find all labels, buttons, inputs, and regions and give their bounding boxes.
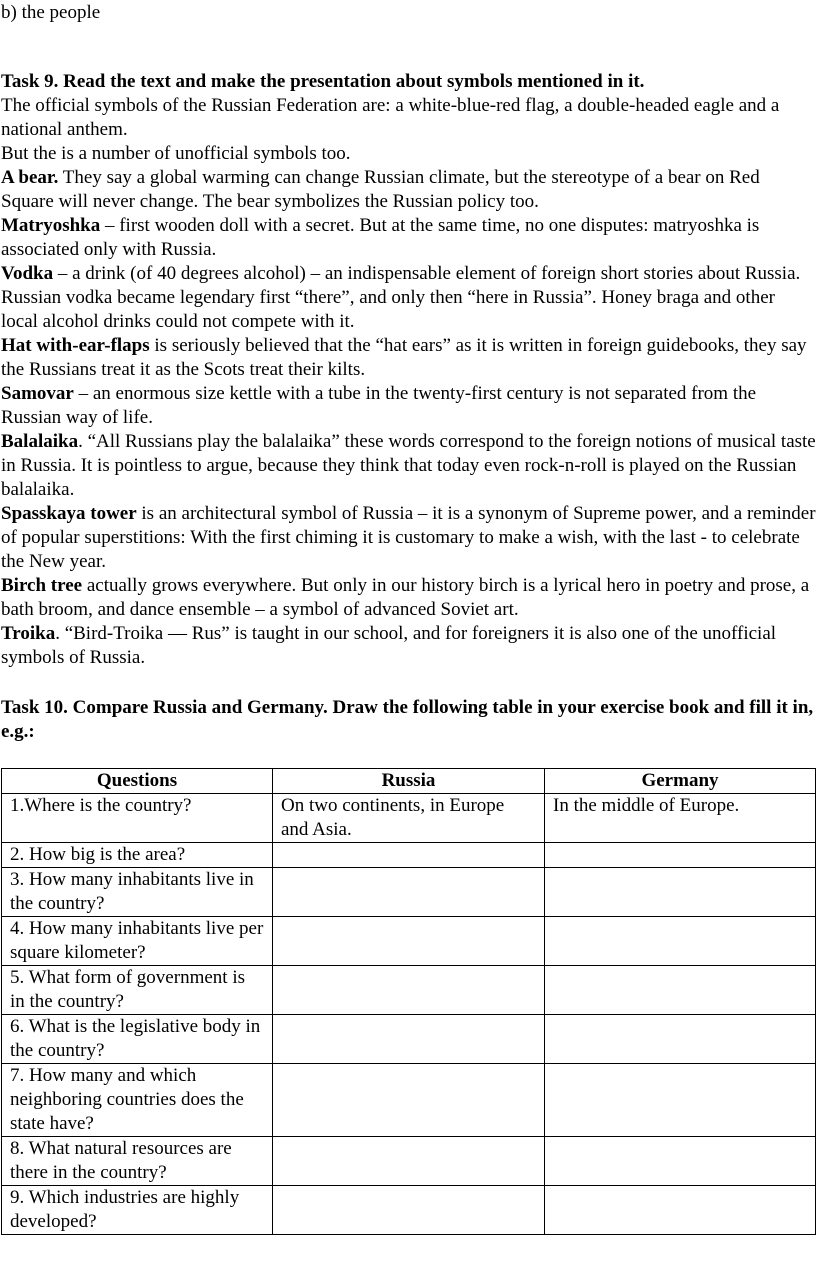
symbol-matryoshka bbox=[1, 214, 816, 262]
symbol-text: is an architectural symbol of Russia – it is a synonym of Supreme power, and a reminder of popular superstitions: With the first chiming it is customary to make a wish, with the last - to celebrate the New year. bbox=[1, 503, 816, 572]
symbol-text: . “Bird-Troika — Rus” is taught in our school, and for foreigners it is also one of the unofficial symbols of Russia. bbox=[1, 623, 777, 668]
russia-cell bbox=[273, 1015, 545, 1064]
symbol-term: A bear. bbox=[1, 167, 59, 188]
symbol-term: Vodka bbox=[1, 263, 54, 284]
symbol-text: is seriously believed that the “hat ears” as it is written in foreign guidebooks, they say the Russians treat it as the Scots treat their kilts. bbox=[1, 335, 807, 380]
symbol-text: actually grows everywhere. But only in our history birch is a lyrical hero in poetry and prose, a bath broom, and dance ensemble – a symbol of advanced Soviet art. bbox=[1, 575, 810, 620]
symbol-term: Samovar bbox=[1, 383, 74, 404]
symbol-bear bbox=[1, 166, 816, 214]
symbol-balalaika bbox=[1, 430, 816, 502]
russia-cell bbox=[273, 1186, 545, 1235]
russia-cell bbox=[273, 1064, 545, 1137]
symbol-term: Matryoshka bbox=[1, 215, 101, 236]
table-header-row bbox=[2, 769, 816, 794]
question-cell: 4. How many inhabitants live per square kilometer? bbox=[2, 917, 273, 966]
header-questions: Questions bbox=[2, 769, 273, 794]
symbol-term: Spasskaya tower bbox=[1, 503, 137, 524]
russia-cell bbox=[273, 843, 545, 868]
symbol-term: Hat with-ear-flaps bbox=[1, 335, 150, 356]
table-row bbox=[2, 1015, 816, 1064]
germany-cell bbox=[545, 1015, 816, 1064]
symbol-text: They say a global warming can change Russian climate, but the stereotype of a bear on Red Square will never change. The bear symbolizes the Russian policy too. bbox=[1, 167, 760, 212]
answer-option-b: b) the people bbox=[1, 2, 101, 23]
germany-cell bbox=[545, 843, 816, 868]
question-cell: 9. Which industries are highly developed? bbox=[2, 1186, 273, 1235]
task9-heading: Task 9. Read the text and make the presentation about symbols mentioned in it. bbox=[1, 71, 645, 92]
question-cell: 7. How many and which neighboring countries does the state have? bbox=[2, 1064, 273, 1137]
question-cell: 2. How big is the area? bbox=[2, 843, 273, 868]
question-cell: 1.Where is the country? bbox=[2, 794, 273, 843]
task9-intro-unofficial: But the is a number of unofficial symbols too. bbox=[1, 143, 351, 164]
symbol-term: Troika bbox=[1, 623, 56, 644]
symbol-text: – a drink (of 40 degrees alcohol) – an indispensable element of foreign short stories about Russia. Russian vodka became legendary first “there”, and only then “here in Russia”. Honey braga and other local alcohol drinks could not compete with it. bbox=[1, 263, 801, 332]
task9-section bbox=[1, 70, 816, 670]
task10-heading: Task 10. Compare Russia and Germany. Draw the following table in your exercise book and fill it in, e.g.: bbox=[1, 697, 814, 742]
symbol-hat bbox=[1, 334, 816, 382]
symbol-birch-tree bbox=[1, 574, 816, 622]
symbol-text: – first wooden doll with a secret. But at the same time, no one disputes: matryoshka is associated only with Russia. bbox=[1, 215, 760, 260]
question-cell: 3. How many inhabitants live in the country? bbox=[2, 868, 273, 917]
header-germany: Germany bbox=[545, 769, 816, 794]
question-cell: 6. What is the legislative body in the country? bbox=[2, 1015, 273, 1064]
symbol-spasskaya-tower bbox=[1, 502, 816, 574]
question-cell: 5. What form of government is in the country? bbox=[2, 966, 273, 1015]
symbol-term: Balalaika bbox=[1, 431, 79, 452]
germany-cell: In the middle of Europe. bbox=[545, 794, 816, 843]
table-row bbox=[2, 843, 816, 868]
symbol-text: . “All Russians play the balalaika” these words correspond to the foreign notions of musical taste in Russia. It is pointless to argue, because they think that today even rock-n-roll is played on the Russian balalaika. bbox=[1, 431, 816, 500]
comparison-table bbox=[1, 768, 816, 1235]
germany-cell bbox=[545, 1064, 816, 1137]
symbol-term: Birch tree bbox=[1, 575, 83, 596]
question-cell: 8. What natural resources are there in the country? bbox=[2, 1137, 273, 1186]
table-row bbox=[2, 794, 816, 843]
symbol-samovar bbox=[1, 382, 816, 430]
header-russia: Russia bbox=[273, 769, 545, 794]
table-row bbox=[2, 917, 816, 966]
russia-cell bbox=[273, 966, 545, 1015]
table-row bbox=[2, 1186, 816, 1235]
table-row bbox=[2, 1137, 816, 1186]
germany-cell bbox=[545, 966, 816, 1015]
germany-cell bbox=[545, 1137, 816, 1186]
russia-cell: On two continents, in Europe and Asia. bbox=[273, 794, 545, 843]
table-row bbox=[2, 966, 816, 1015]
symbol-text: – an enormous size kettle with a tube in the twenty-first century is not separated from the Russian way of life. bbox=[1, 383, 757, 428]
symbol-troika bbox=[1, 622, 816, 670]
russia-cell bbox=[273, 868, 545, 917]
task9-intro-official: The official symbols of the Russian Federation are: a white-blue-red flag, a double-headed eagle and a national anthem. bbox=[1, 95, 780, 140]
germany-cell bbox=[545, 868, 816, 917]
table-row bbox=[2, 1064, 816, 1137]
table-row bbox=[2, 868, 816, 917]
symbol-vodka bbox=[1, 262, 816, 334]
germany-cell bbox=[545, 1186, 816, 1235]
russia-cell bbox=[273, 917, 545, 966]
russia-cell bbox=[273, 1137, 545, 1186]
germany-cell bbox=[545, 917, 816, 966]
